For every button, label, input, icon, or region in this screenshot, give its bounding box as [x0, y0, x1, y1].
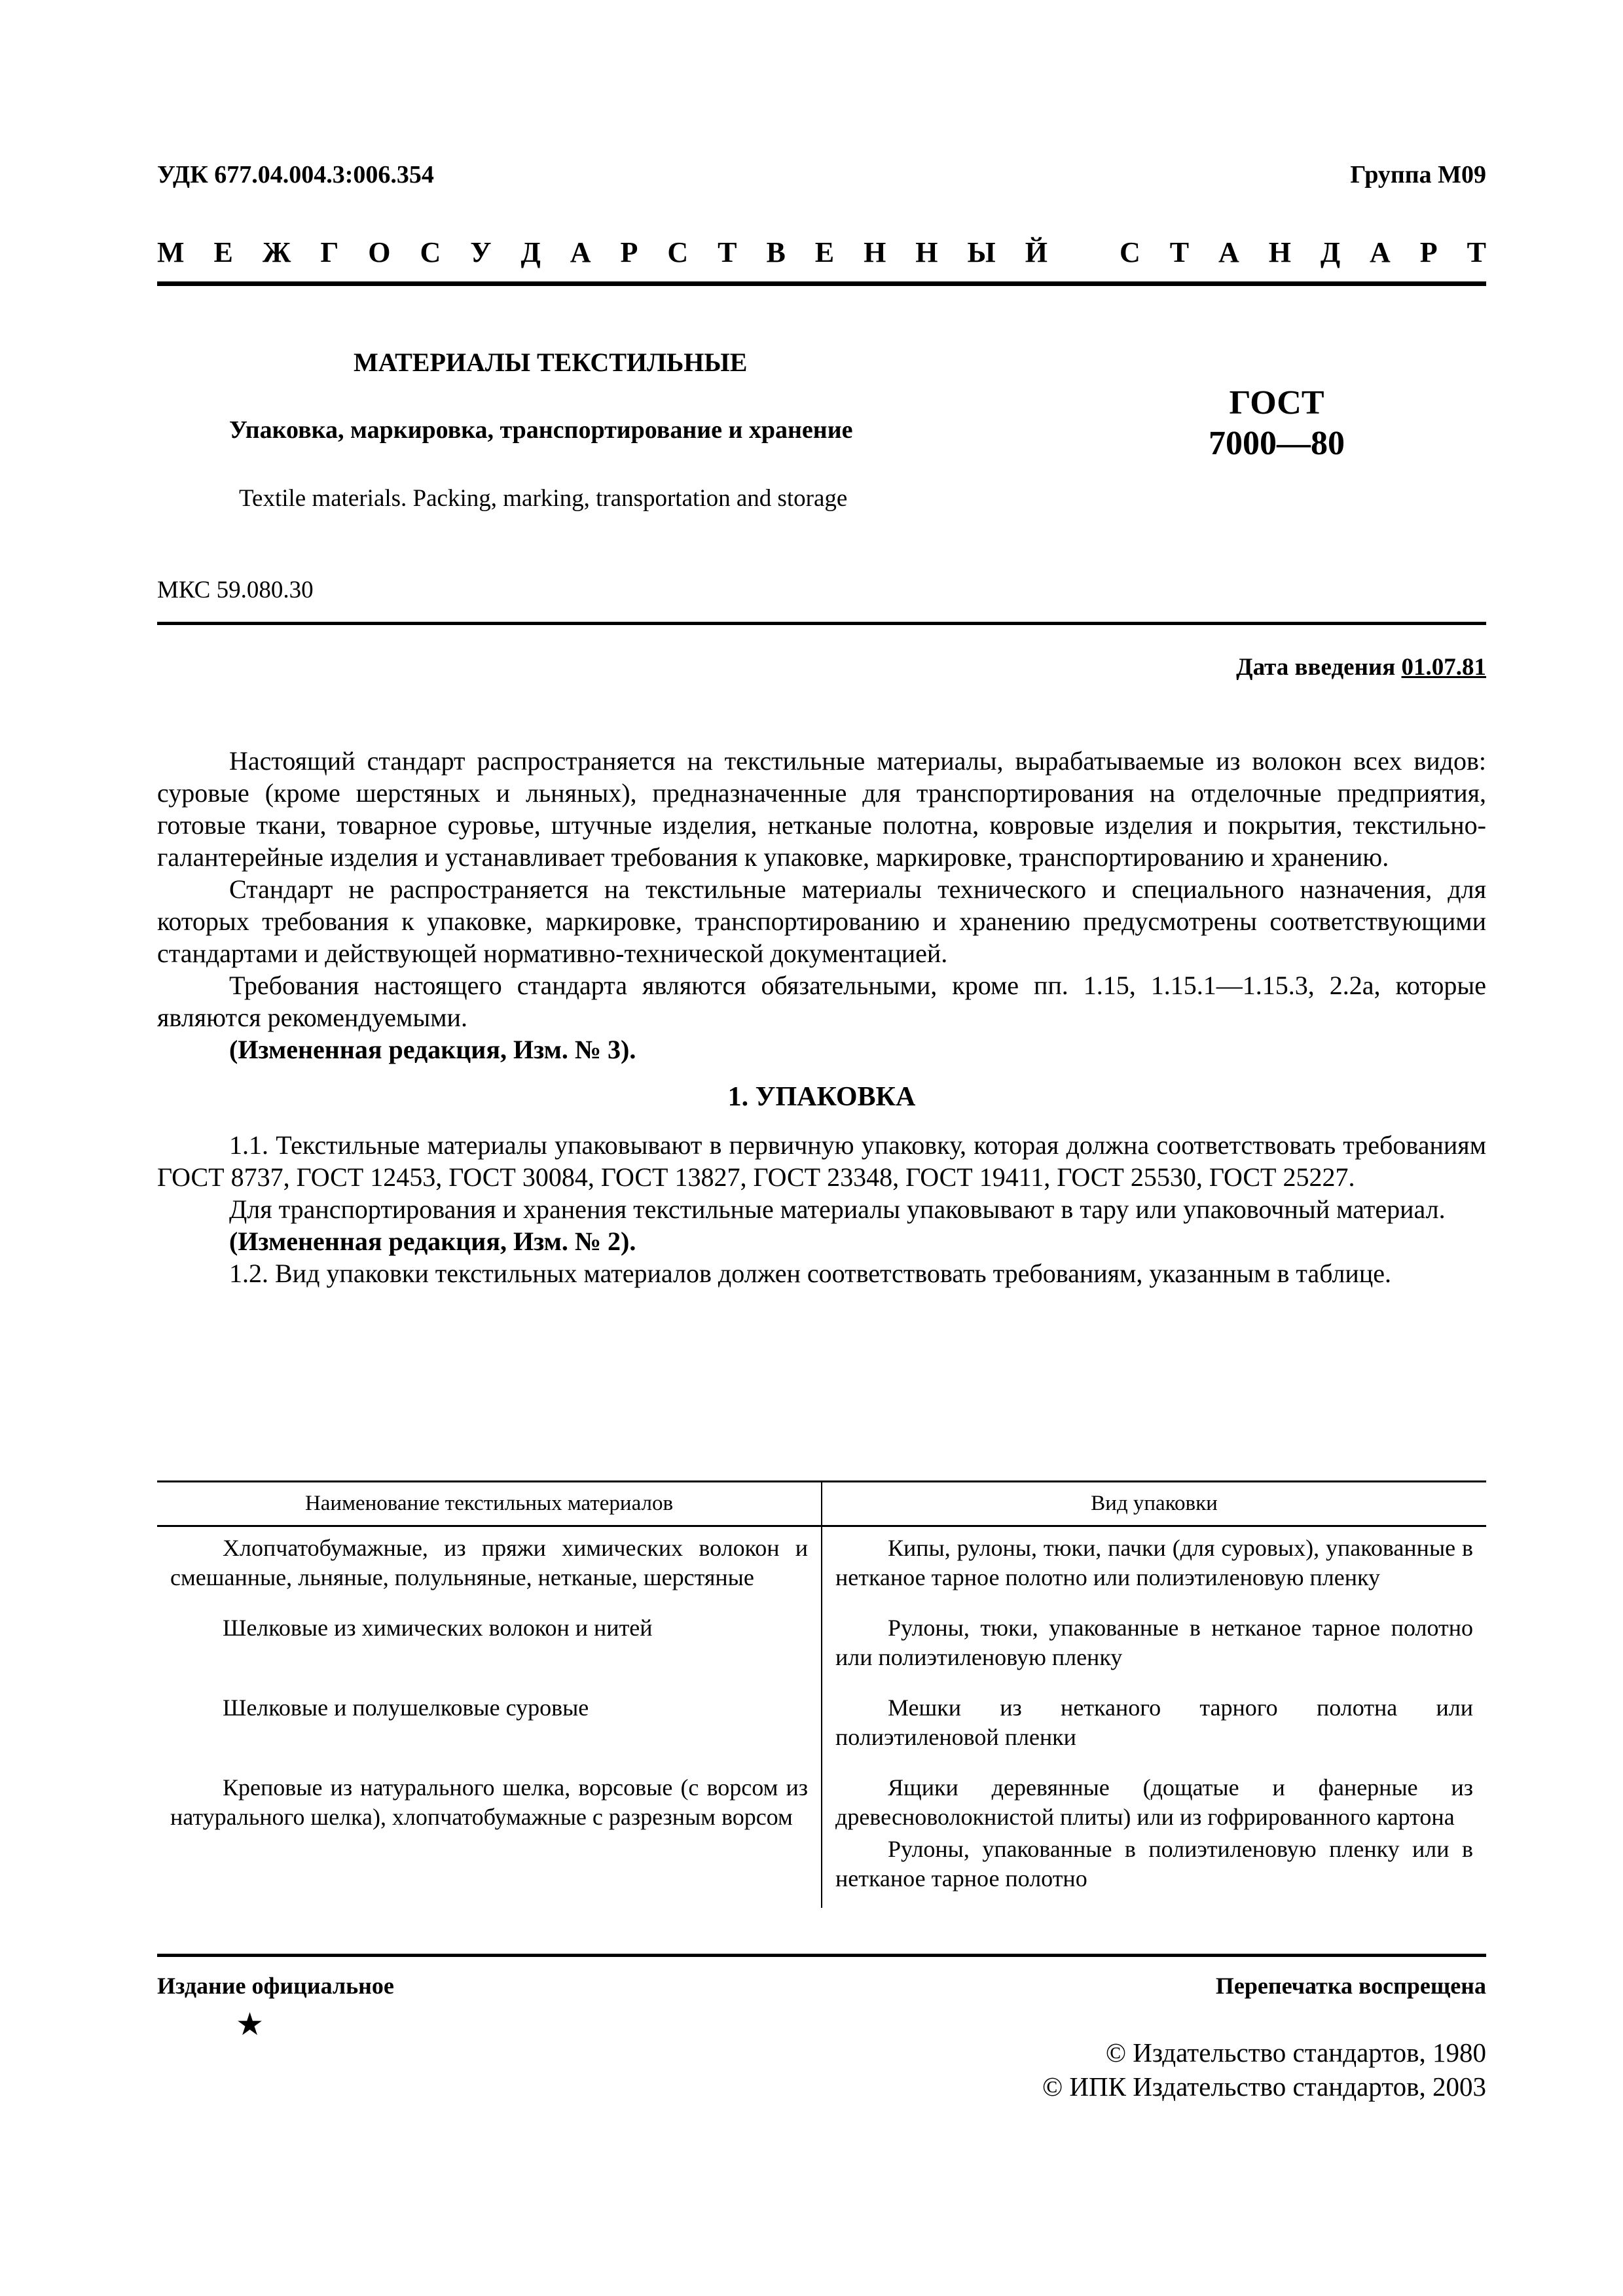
- reprint-notice: Перепечатка воспрещена: [1215, 1973, 1486, 1999]
- paragraph-scope: Настоящий стандарт распространяется на текстильные материалы, вырабатываемые из волокон всех видов: суровые (кроме шерстяных и льняных), предназначенные для транспортирования на отделочные предприятия, готовые ткани, товарное суровье, штучные изделия, нетканые полотна, ковровые изделия и покрытия, текстильно-галантерейные изделия и устанавливает требования к упаковке, маркировке, транспортированию и хранению.: [157, 746, 1486, 872]
- table-row: [157, 1687, 1486, 1767]
- footer-rule: [157, 1954, 1486, 1957]
- document-body: [157, 745, 1486, 1289]
- material-cell: Креповые из натурального шелка, ворсовые (с ворсом из натурального шелка), хлопчатобумажные с разрезным ворсом: [170, 1774, 808, 1830]
- paragraph-transport: Для транспортирования и хранения текстильные материалы упаковывают в тару или упаковочный материал.: [229, 1194, 1446, 1224]
- date-value: 01.07.81: [1401, 654, 1486, 681]
- group-code: Группа М09: [1350, 161, 1486, 188]
- material-cell: Шелковые из химических волокон и нитей: [223, 1615, 653, 1641]
- packing-cell: Рулоны, тюки, упакованные в нетканое тарное полотно или полиэтиленовую пленку: [835, 1615, 1473, 1670]
- paragraph-1-2: 1.2. Вид упаковки текстильных материалов должен соответствовать требованиям, указанным в таблице.: [229, 1259, 1391, 1288]
- english-title: Textile materials. Packing, marking, transportation and storage: [239, 485, 848, 512]
- amendment-note-2: (Измененная редакция, Изм. № 2).: [229, 1227, 636, 1256]
- section-heading: 1. УПАКОВКА: [727, 1082, 916, 1112]
- gost-number: 7000—80: [1209, 425, 1345, 462]
- packing-table: [157, 1480, 1486, 1908]
- table-row: [157, 1526, 1486, 1607]
- udk-code: УДК 677.04.004.3:006.354: [157, 161, 434, 188]
- star-icon: ★: [236, 2007, 264, 2042]
- material-cell: Хлопчатобумажные, из пряжи химических волокон и смешанные, льняные, полульняные, нетканые, шерстяные: [170, 1535, 808, 1590]
- material-cell: Шелковые и полушелковые суровые: [223, 1695, 589, 1721]
- paragraph-1-1: 1.1. Текстильные материалы упаковывают в первичную упаковку, которая должна соответствовать требованиям ГОСТ 8737, ГОСТ 12453, ГОСТ 30084, ГОСТ 13827, ГОСТ 23348, ГОСТ 19411, ГОСТ 25530, ГОСТ 25227.: [157, 1130, 1486, 1192]
- title-rule: [157, 622, 1486, 625]
- banner-word-1: М Е Ж Г О С У Д А Р С Т В Е Н Н Ы Й: [157, 236, 1048, 268]
- paragraph-requirements: Требования настоящего стандарта являются обязательными, кроме пп. 1.15, 1.15.1—1.15.3, 2.2а, которые являются рекомендуемыми.: [157, 971, 1486, 1032]
- introduction-date: [1236, 653, 1486, 681]
- packing-cell: Мешки из нетканого тарного полотна или полиэтиленовой пленки: [835, 1695, 1473, 1750]
- gost-designation: [1172, 383, 1381, 464]
- standard-banner: [157, 236, 1486, 269]
- document-subtitle: Упаковка, маркировка, транспортирование и хранение: [229, 416, 853, 444]
- packing-cell: Рулоны, упакованные в полиэтиленовую пленку или в нетканое тарное полотно: [835, 1836, 1473, 1892]
- copyright-block: [1042, 2036, 1486, 2104]
- column-header-packing: Вид упаковки: [822, 1482, 1486, 1526]
- column-header-material: Наименование текстильных материалов: [157, 1482, 822, 1526]
- header-row: [157, 160, 1486, 189]
- paragraph-exclusions: Стандарт не распространяется на текстильные материалы технического и специального назначения, для которых требования к упаковке, маркировке, транспортированию и хранению предусмотрены соответствующими стандартами и действующей нормативно-технической документацией.: [157, 874, 1486, 968]
- packing-cell: Ящики деревянные (дощатые и фанерные из древесноволокнистой плиты) или из гофрированного картона: [835, 1774, 1473, 1830]
- official-edition: Издание официальное: [157, 1973, 394, 1999]
- amendment-note-3: (Измененная редакция, Изм. № 3).: [229, 1035, 636, 1064]
- document-page: [157, 0, 1486, 2296]
- gost-label: ГОСТ: [1229, 384, 1324, 422]
- banner-word-2: С Т А Н Д А Р Т: [1120, 236, 1486, 268]
- copyright-2003: © ИПК Издательство стандартов, 2003: [1042, 2072, 1486, 2102]
- date-label: Дата введения: [1236, 654, 1396, 681]
- document-title: МАТЕРИАЛЫ ТЕКСТИЛЬНЫЕ: [354, 348, 748, 377]
- table-row: [157, 1767, 1486, 1908]
- copyright-1980: © Издательство стандартов, 1980: [1105, 2037, 1486, 2068]
- table-row: [157, 1607, 1486, 1687]
- table-header-row: [157, 1482, 1486, 1526]
- banner-rule: [157, 281, 1486, 286]
- packing-cell: Кипы, рулоны, тюки, пачки (для суровых), упакованные в нетканое тарное полотно или полиэтиленовую пленку: [835, 1535, 1473, 1590]
- mks-code: МКС 59.080.30: [157, 577, 314, 603]
